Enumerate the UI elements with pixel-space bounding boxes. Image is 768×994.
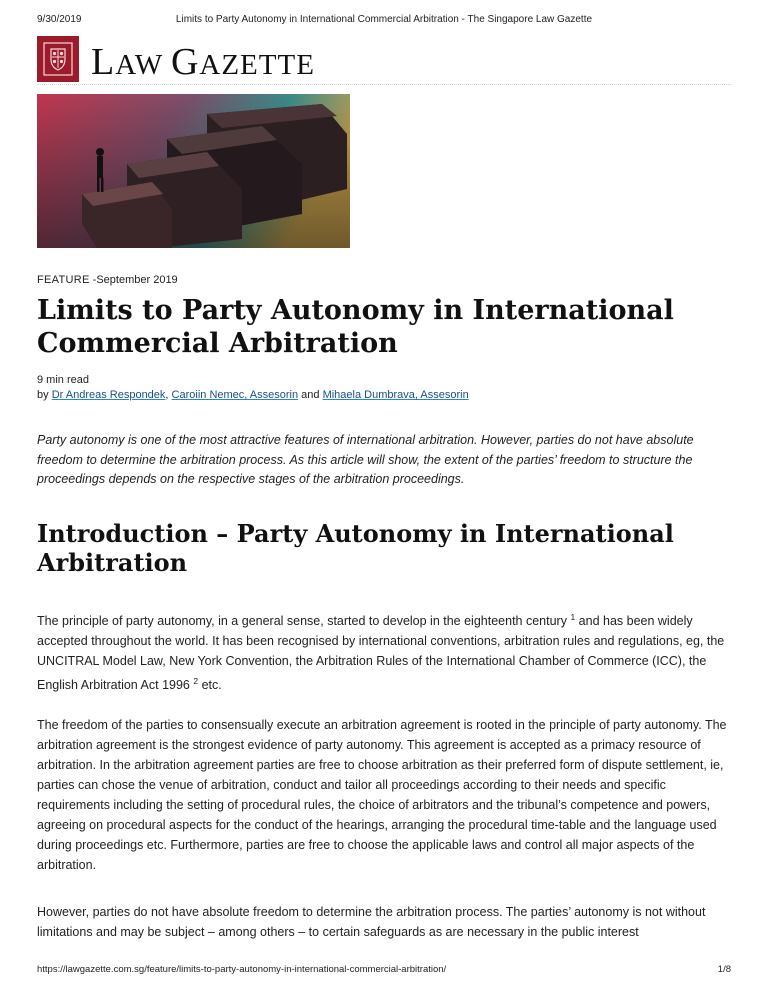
body-paragraph: However, parties do not have absolute freedom to determine the arbitration process. The parties’ autonomy is not without limitations and may be subject – among others – to certain safeguards as are necessary in the public interest [37, 905, 706, 939]
author-link[interactable]: Mihaela Dumbrava, Assesorin [322, 389, 469, 401]
print-page-title: Limits to Party Autonomy in International Commercial Arbitration - The Singapore Law Gazette [175, 14, 593, 25]
print-header [37, 14, 731, 28]
body-paragraph: The freedom of the parties to consensually execute an arbitration agreement is rooted in the principle of party autonomy. The arbitration agreement is the strongest evidence of party autonomy. This agreement is accepted as a primacy resource of arbitration. In the arbitration agreement parties are free to choose arbitration as their preferred form of dispute settlement, ie, parties can chose the venue of arbitration, conduct and tailor all proceedings according to their needs and specific requirements including the setting of procedural rules, the choice of arbitrators and the tribunal’s competence and powers, agreeing on procedural aspects for the conduct of the hearings, arranging the procedural time-table and the language used during proceedings etc. Furthermore, parties are free to choose the applicable laws and control all major aspects of the arbitration. [37, 718, 727, 872]
byline: by Dr Andreas Respondek, Caroiin Nemec, Assesorin and Mihaela Dumbrava, Assesorin [37, 389, 469, 401]
read-time: 9 min read [37, 374, 89, 386]
footnote-ref[interactable]: 2 [193, 676, 199, 687]
footnote-ref[interactable]: 1 [570, 612, 576, 622]
category-label[interactable]: FEATURE [37, 274, 90, 286]
publish-date: -September 2019 [89, 274, 178, 286]
article-meta [37, 274, 178, 286]
hero-image [37, 94, 350, 248]
print-url: https://lawgazette.com.sg/feature/limits-to-party-autonomy-in-international-commercial-arbitration/ [37, 964, 447, 975]
author-link[interactable]: Caroiin Nemec, Assesorin [171, 389, 299, 401]
crest-icon[interactable] [37, 36, 79, 82]
page-number: 1/8 [717, 964, 731, 975]
section-heading: Introduction – Party Autonomy in International Arbitration [37, 519, 674, 577]
article-title: Limits to Party Autonomy in International Commercial Arbitration [37, 295, 674, 359]
author-link[interactable]: Dr Andreas Respondek [51, 389, 166, 401]
site-wordmark[interactable]: LAW GAZETTE [91, 41, 315, 83]
header-divider [37, 84, 731, 85]
print-date: 9/30/2019 [37, 14, 82, 25]
print-footer [37, 964, 731, 978]
masthead [37, 36, 731, 84]
article-lede: Party autonomy is one of the most attractive features of international arbitration. However, parties do not have absolute freedom to determine the arbitration process. As this article will show, the extent of the parties’ freedom to structure the proceedings depends on the respective stages of the arbitration proceedings. [37, 433, 694, 486]
body-paragraph: The principle of party autonomy, in a general sense, started to develop in the eighteenth century $^1$ and has been widely accepted throughout the world. It has been recognised by international conventions, arbitration rules and regulations, eg, the UNCITRAL Model Law, New York Convention, the Arbitration Rules of the International Chamber of Commerce (ICC), the English Arbitration Act 1996 $^2$ etc. [37, 612, 725, 693]
